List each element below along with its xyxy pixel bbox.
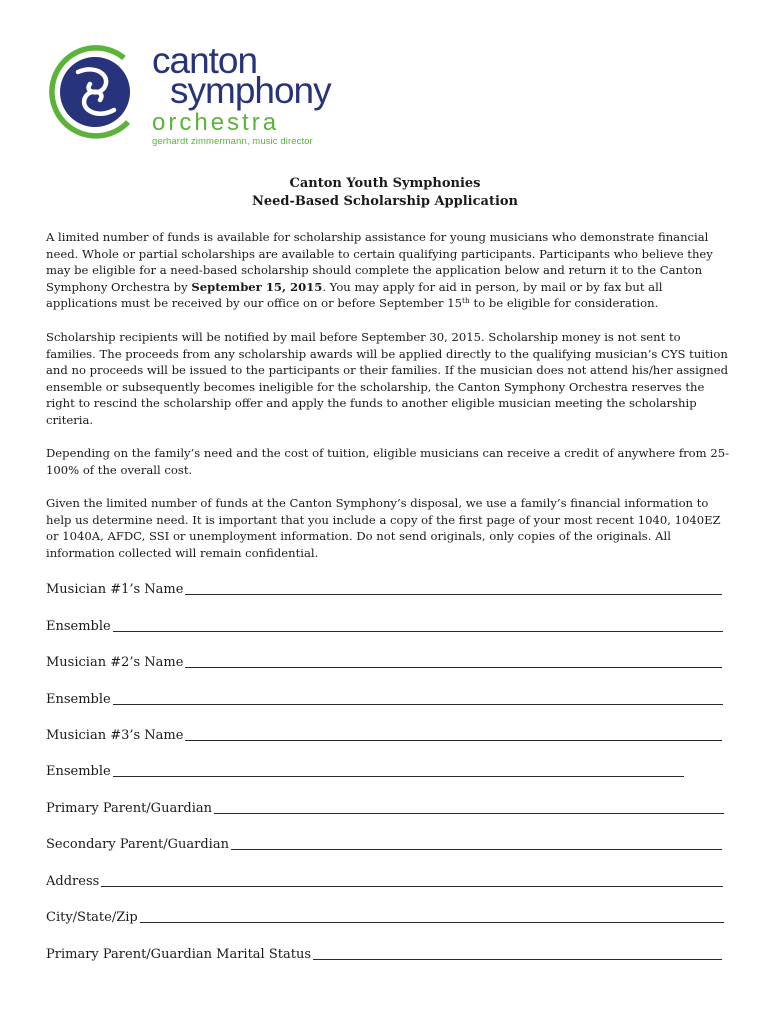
ensemble1-field	[46, 615, 723, 635]
intro-text-part1: A limited number of funds is available for scholarship assistance for young musicians who demonstrate financial need. Whole or partial scholarships are available to certain qualifying participants. Participants who believe they may be eligible for a need-based scholarship should complete the application below and return it to the Canton Symphony Orchestra by	[46, 230, 713, 294]
marital-status-field	[46, 943, 722, 963]
document-title: Canton Youth Symphonies	[289, 176, 481, 191]
address-field	[46, 870, 723, 890]
intro-paragraph	[46, 229, 730, 312]
marital-status-label: Primary Parent/Guardian Marital Status	[46, 947, 311, 962]
logo-word-symphony: symphony	[170, 70, 331, 111]
logo-word-canton: canton	[152, 40, 258, 81]
musician2-name-label: Musician #2’s Name	[46, 655, 184, 670]
primary-parent-label: Primary Parent/Guardian	[46, 801, 213, 816]
musician3-name-field	[46, 724, 722, 744]
canton-symphony-logo	[44, 40, 364, 154]
logo-tagline: gerhardt zimmermann, music director	[152, 136, 313, 147]
intro-text-part2: . You may apply for aid in person, by mail or by fax but all applications must be received by our office on or before September 15	[46, 279, 663, 311]
ensemble3-label: Ensemble	[46, 764, 111, 779]
logo-word-orchestra: orchestra	[152, 109, 280, 136]
city-state-zip-line[interactable]	[140, 922, 724, 923]
ensemble2-line[interactable]	[113, 704, 723, 705]
logo-wordmark	[152, 40, 331, 148]
ensemble3-field	[46, 760, 684, 780]
intro-text-part3: to be eligible for consideration.	[469, 296, 659, 311]
primary-parent-field	[46, 797, 724, 817]
musician3-name-label: Musician #3’s Name	[46, 728, 184, 743]
ensemble3-line[interactable]	[113, 776, 684, 777]
ensemble1-label: Ensemble	[46, 619, 111, 634]
ensemble1-line[interactable]	[113, 631, 723, 632]
notification-paragraph: Scholarship recipients will be notified by mail before September 30, 2015. Scholarship money is not sent to families. The proceeds from any scholarship awards will be applied directly to the qualifying musician’s CYS tuition and no proceeds will be issued to the participants or their families. If the musician does not attend his/her assigned ensemble or subsequently becomes ineligible for the scholarship, the Canton Symphony Orchestra reserves the right to rescind the scholarship offer and apply the funds to another eligible musician meeting the scholarship criteria.	[46, 330, 728, 427]
address-line[interactable]	[101, 886, 723, 887]
musician1-name-line[interactable]	[185, 594, 722, 595]
secondary-parent-line[interactable]	[231, 849, 722, 850]
ensemble2-field	[46, 688, 723, 708]
city-state-zip-field	[46, 906, 724, 926]
marital-status-line[interactable]	[313, 959, 722, 960]
document-subtitle: Need-Based Scholarship Application	[251, 194, 519, 209]
financial-info-paragraph: Given the limited number of funds at the Canton Symphony’s disposal, we use a family’s financial information to help us determine need. It is important that you include a copy of the first page of your most recent 1040, 1040EZ or 1040A, AFDC, SSI or unemployment information. Do not send originals, only copies of the originals. All information collected will remain confidential.	[46, 496, 721, 560]
orchestra-swirl-logo-icon	[44, 44, 140, 140]
city-state-zip-label: City/State/Zip	[46, 910, 138, 925]
musician2-name-line[interactable]	[185, 667, 722, 668]
musician2-name-field	[46, 651, 722, 671]
credit-paragraph: Depending on the family’s need and the cost of tuition, eligible musicians can receive a credit of anywhere from 25-100% of the overall cost.	[46, 446, 729, 477]
address-label: Address	[46, 874, 100, 889]
musician3-name-line[interactable]	[185, 740, 722, 741]
secondary-parent-field	[46, 833, 722, 853]
ordinal-superscript: th	[462, 296, 470, 306]
primary-parent-line[interactable]	[214, 813, 724, 814]
deadline-date: September 15, 2015	[191, 279, 323, 294]
musician1-name-label: Musician #1’s Name	[46, 582, 184, 597]
ensemble2-label: Ensemble	[46, 692, 111, 707]
musician1-name-field	[46, 578, 722, 598]
secondary-parent-label: Secondary Parent/Guardian	[46, 837, 229, 852]
